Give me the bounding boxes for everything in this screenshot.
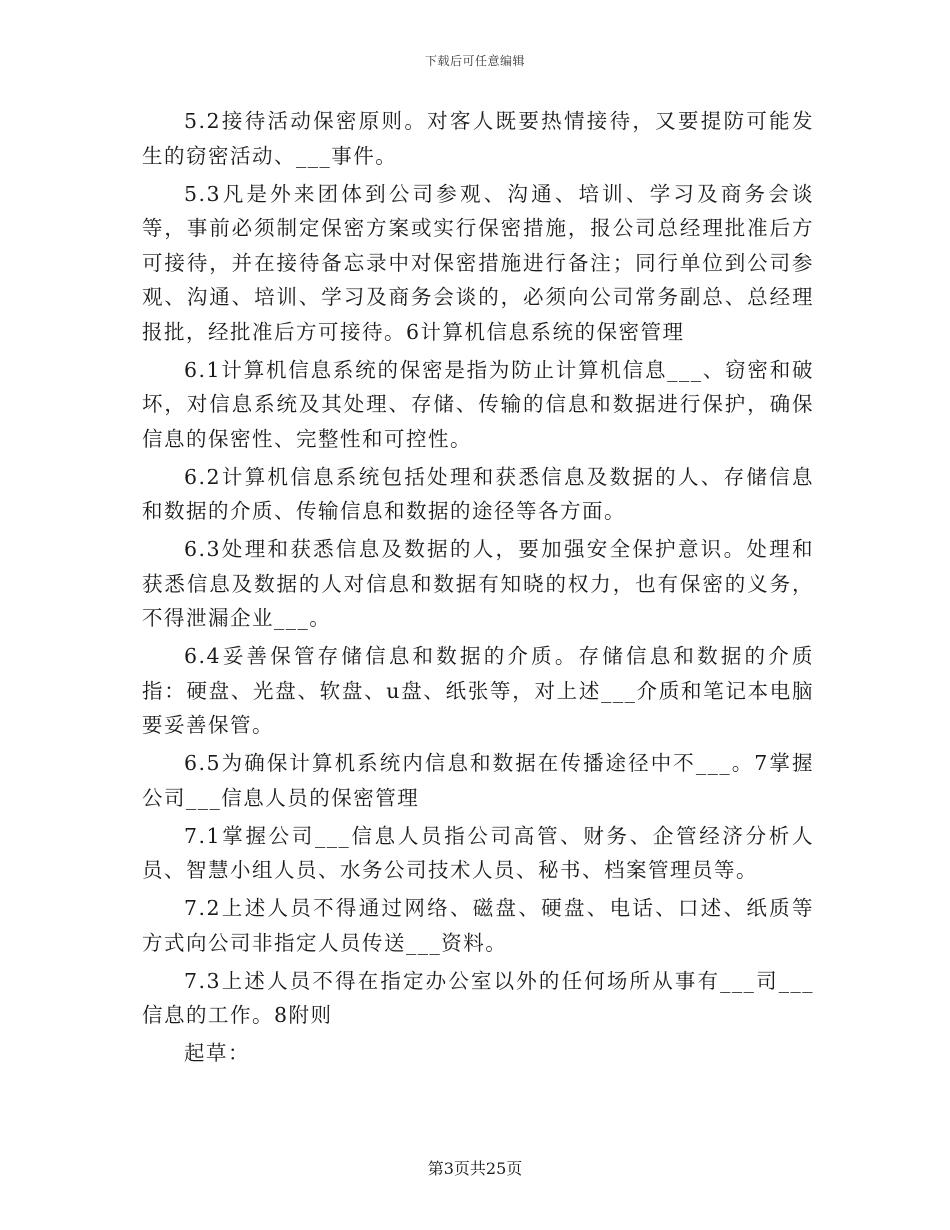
page-header-note: 下载后可任意编辑 [424,54,525,68]
paragraph-5-3: 5.3凡是外来团体到公司参观、沟通、培训、学习及商务会谈等，事前必须制定保密方案或实行保密措施，报公司总经理批准后方可接待，并在接待备忘录中对保密措施进行备注；同行单位到公司参观、沟通、培训、学习及商务会谈的，必须向公司常务副总、总经理报批，经批准后方可接待。6计算机信息系统的保密管理 [142,181,814,344]
paragraph-6-1: 6.1计算机信息系统的保密是指为防止计算机信息___、窃密和破坏，对信息系统及其处理、存储、传输的信息和数据进行保护，确保信息的保密性、完整性和可控性。 [142,357,814,451]
paragraph-7-3: 7.3上述人员不得在指定办公室以外的任何场所从事有___司___信息的工作。8附则 [142,968,814,1027]
paragraph-6-3: 6.3处理和获悉信息及数据的人，要加强安全保护意识。处理和获悉信息及数据的人对信息和数据有知晓的权力，也有保密的义务，不得泄漏企业___。 [142,537,814,630]
paragraph-5-2: 5.2接待活动保密原则。对客人既要热情接待，又要提防可能发生的窃密活动、___事件。 [142,109,814,168]
paragraph-drafter: 起草： [184,1041,250,1065]
document-body [142,104,814,1074]
paragraph-6-2: 6.2计算机信息系统包括处理和获悉信息及数据的人、存储信息和数据的介质、传输信息和数据的途径等各方面。 [142,464,814,523]
paragraph-7-2: 7.2上述人员不得通过网络、磁盘、硬盘、电话、口述、纸质等方式向公司非指定人员传送___资料。 [142,896,814,955]
paragraph-6-4: 6.4妥善保管存储信息和数据的介质。存储信息和数据的介质指：硬盘、光盘、软盘、u盘、纸张等，对上述___介质和笔记本电脑要妥善保管。 [142,644,814,737]
page-number: 第3页共25页 [427,1159,523,1178]
paragraph-6-5: 6.5为确保计算机系统内信息和数据在传播途径中不___。7掌握公司___信息人员的保密管理 [142,751,814,810]
paragraph-7-1: 7.1掌握公司___信息人员指公司高管、财务、企管经济分析人员、智慧小组人员、水务公司技术人员、秘书、档案管理员等。 [142,823,814,882]
